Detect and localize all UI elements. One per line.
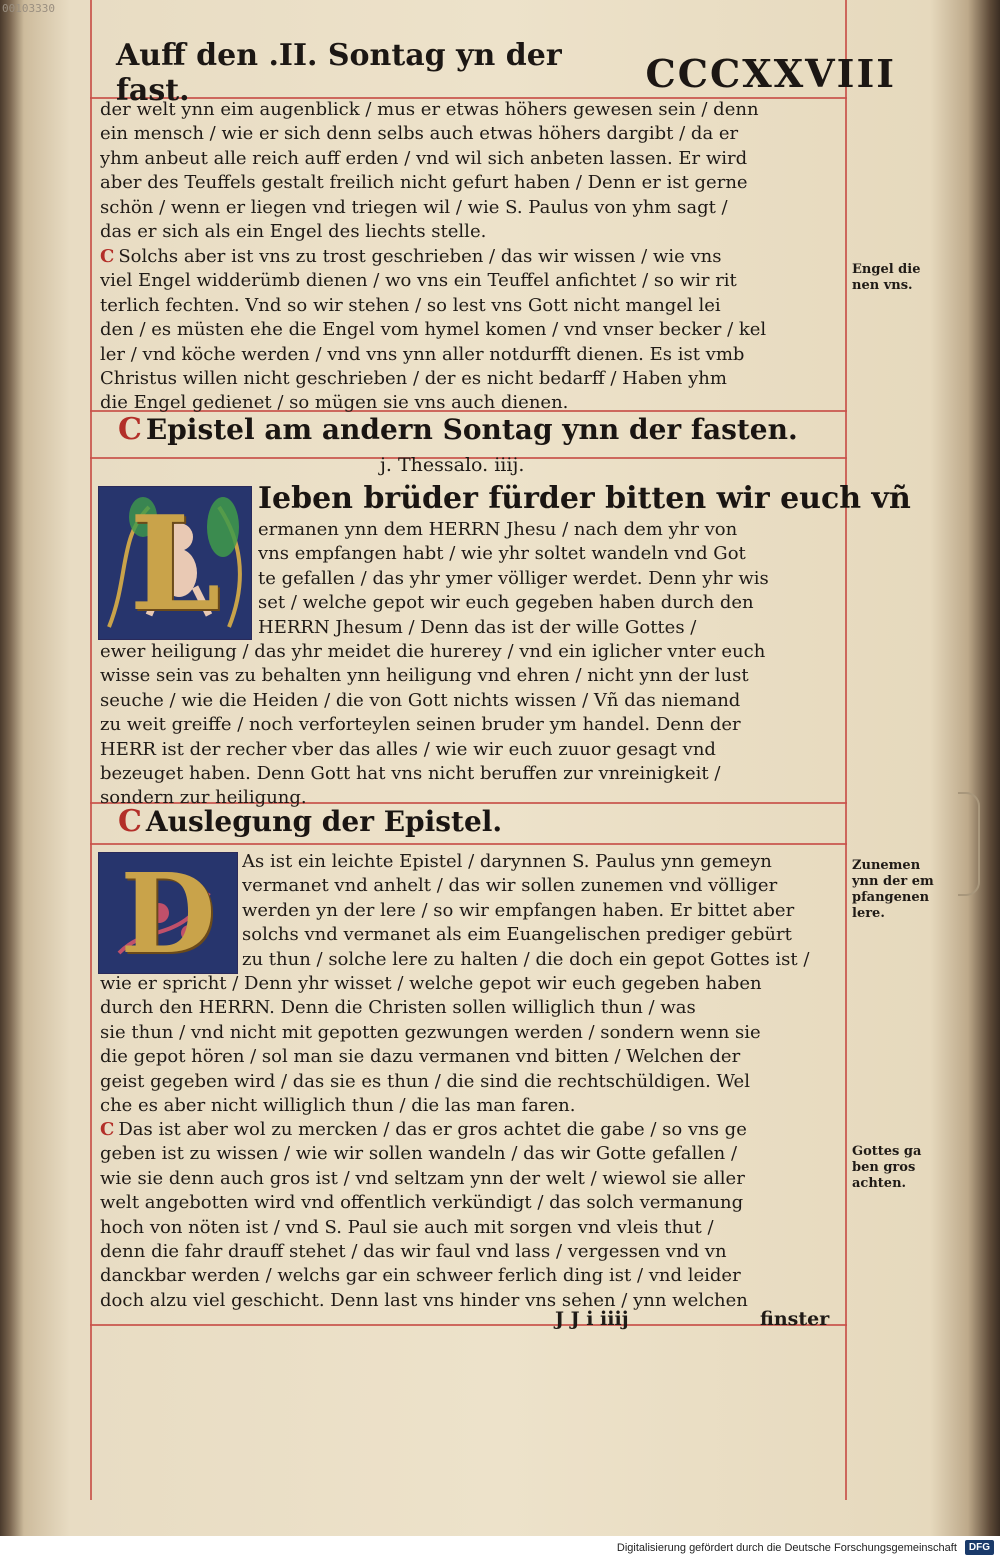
- text-line: wie sie denn auch gros ist / vnd seltzam ynn der welt / wiewol sie aller: [100, 1167, 745, 1189]
- text-line: ein mensch / wie er sich denn selbs auch etwas höhers dargibt / da er: [100, 123, 739, 145]
- exposition-para-2: [100, 1118, 846, 1313]
- text-line: terlich fechten. Vnd so wir stehen / so lest vns Gott nicht mangel lei: [100, 294, 721, 316]
- note-line: Zunemen: [852, 858, 921, 873]
- funding-notice: Digitalisierung gefördert durch die Deutsche Forschungsgemeinschaft: [616, 1541, 957, 1554]
- note-line: Engel die: [852, 262, 921, 277]
- epistle-indented: [258, 518, 846, 640]
- margin-rule-left: [90, 0, 92, 1500]
- text-line: ler / vnd köche werden / vnd vns ynn aller notdurfft dienen. Es ist vmb: [100, 343, 745, 365]
- text-line-content: Solchs aber ist vns zu trost geschrieben / das wir wissen / wie vns: [118, 246, 722, 267]
- paragraph-mark: C: [118, 804, 142, 839]
- text-line: As ist ein leichte Epistel / darynnen S. Paulus ynn gemeyn: [242, 851, 772, 872]
- paragraph-mark: C: [100, 1119, 115, 1140]
- text-line: bezeuget haben. Denn Gott hat vns nicht beruffen zur vnreinigkeit /: [100, 762, 721, 784]
- epistle-title: Epistel am andern Sontag ynn der fasten.: [145, 413, 798, 446]
- folio-number: CCCXXVIII: [645, 50, 896, 96]
- text-line: der welt ynn eim augenblick / mus er etwas höhers gewesen sein / denn: [100, 99, 759, 120]
- note-line: achten.: [852, 1176, 907, 1191]
- running-header: [116, 38, 896, 108]
- epistle-opening-line: Ieben brüder fürder bitten wir euch vñ: [258, 481, 911, 516]
- exposition-heading: [118, 804, 502, 839]
- note-line: Gottes ga: [852, 1144, 922, 1159]
- initial-d-letter: D: [120, 852, 216, 974]
- text-line: che es aber nicht williglich thun / die las man faren.: [100, 1094, 576, 1116]
- paragraph-mark: C: [100, 246, 115, 267]
- signature-mark: J J i iiij: [555, 1308, 629, 1330]
- margin-note-gottes: [852, 1144, 921, 1192]
- text-line: danckbar werden / welchs gar ein schweer ferlich ding ist / vnd leider: [100, 1265, 741, 1287]
- text-line: wisse sein vas zu behalten ynn heiligung vnd ehren / nicht ynn der lust: [100, 665, 749, 687]
- text-line: zu thun / solche lere zu halten / die doch ein gepot Gottes ist /: [242, 948, 810, 970]
- dfg-logo: DFG: [965, 1540, 994, 1555]
- text-line: ermanen ynn dem HERRN Jhesu / nach dem yhr von: [258, 519, 738, 540]
- text-line: doch alzu viel geschicht. Denn last vns hinder vns sehen / ynn welchen: [100, 1289, 748, 1311]
- text-line: yhm anbeut alle reich auff erden / vnd wil sich anbeten lassen. Er wird: [100, 147, 748, 169]
- book-edge-tab: [958, 792, 980, 896]
- note-line: lere.: [852, 906, 885, 921]
- text-line: denn die fahr drauff stehet / das wir faul vnd lass / vergessen vnd vn: [100, 1240, 727, 1262]
- text-block-1: [100, 98, 846, 244]
- text-line: schön / wenn er liegen vnd triegen wil / wie S. Paulus von yhm sagt /: [100, 196, 728, 218]
- text-line: welt angebotten wird vnd offentlich verkündigt / das solch vermanung: [100, 1192, 744, 1214]
- text-line: werden yn der lere / so wir empfangen haben. Er bittet aber: [242, 899, 795, 921]
- text-line: durch den HERRN. Denn die Christen sollen williglich thun / was: [100, 997, 696, 1019]
- text-line: Christus willen nicht geschrieben / der es nicht bedarff / Haben yhm: [100, 367, 727, 389]
- text-line: die gepot hören / sol man sie dazu vermanen vnd bitten / Welchen der: [100, 1046, 741, 1068]
- text-line: HERR ist der recher vber das alles / wie wir euch zuuor gesagt vnd: [100, 738, 716, 760]
- margin-note-zunemen: [852, 858, 934, 922]
- catchword: finster: [760, 1308, 830, 1330]
- text-line: [100, 245, 846, 269]
- running-title: Auff den .II. Sontag yn der fast.: [116, 38, 562, 108]
- text-line: seuche / wie die Heiden / die von Gott nichts wissen / Vñ das niemand: [100, 689, 741, 711]
- margin-note-engel: [852, 262, 921, 294]
- text-line: vermanet vnd anhelt / das wir sollen zunemen vnd völliger: [242, 875, 778, 897]
- rule-bottom: [90, 1324, 847, 1326]
- text-line: aber des Teuffels gestalt freilich nicht gefurt haben / Denn er ist gerne: [100, 172, 748, 194]
- exposition-full: [100, 972, 846, 1118]
- text-line: den / es müsten ehe die Engel vom hymel komen / vnd vnser becker / kel: [100, 319, 767, 341]
- text-line: zu weit greiffe / noch verforteylen seinen bruder ym handel. Denn der: [100, 714, 741, 736]
- text-line: sondern zur heiligung.: [100, 787, 307, 809]
- text-line: das er sich als ein Engel des liechts stelle.: [100, 220, 487, 242]
- text-line: [100, 1118, 846, 1142]
- text-line: die Engel gedienet / so mügen sie vns auch dienen.: [100, 392, 569, 414]
- epistle-reference: j. Thessalo. iiij.: [380, 454, 525, 476]
- text-line: viel Engel widderümb dienen / wo vns ein Teuffel anfichtet / so wir rit: [100, 270, 737, 292]
- text-line-content: Das ist aber wol zu mercken / das er gros achtet die gabe / so vns ge: [118, 1119, 747, 1140]
- text-line: sie thun / vnd nicht mit gepotten gezwungen werden / sondern wenn sie: [100, 1021, 761, 1043]
- initial-d-block: [98, 852, 238, 974]
- exposition-indented: [242, 850, 846, 972]
- text-line: geben ist zu wissen / wie wir sollen wandeln / das wir Gotte gefallen /: [100, 1143, 738, 1165]
- note-line: ynn der em: [852, 874, 934, 889]
- initial-l-block: [98, 486, 252, 640]
- text-block-2: [100, 245, 846, 416]
- text-line: HERRN Jhesum / Denn das ist der wille Gottes /: [258, 616, 697, 638]
- digitization-footer: [0, 1536, 1000, 1559]
- epistle-heading: [118, 412, 798, 447]
- text-line: vns empfangen habt / wie yhr soltet wandeln vnd Got: [258, 543, 746, 565]
- note-line: ben gros: [852, 1160, 916, 1175]
- text-line: geist gegeben wird / das sie es thun / die sind die rechtschüldigen. Wel: [100, 1070, 750, 1092]
- exposition-title: Auslegung der Epistel.: [145, 805, 503, 838]
- text-line: te gefallen / das yhr ymer völliger werdet. Denn yhr wis: [258, 567, 769, 589]
- scan-stamp: 00103330: [2, 2, 55, 15]
- note-line: nen vns.: [852, 278, 913, 293]
- text-line: ewer heiligung / das yhr meidet die hurerey / vnd ein iglicher vnter euch: [100, 641, 766, 662]
- text-line: set / welche gepot wir euch gegeben haben durch den: [258, 592, 754, 614]
- paragraph-mark: C: [118, 412, 142, 447]
- note-line: pfangenen: [852, 890, 930, 905]
- rule-below-exposition-title: [90, 843, 847, 845]
- text-line: hoch von nöten ist / vnd S. Paul sie auch mit sorgen vnd vleis thut /: [100, 1216, 714, 1238]
- initial-l-letter: L: [129, 486, 221, 640]
- epistle-full: [100, 640, 846, 811]
- text-line: wie er spricht / Denn yhr wisset / welche gepot wir euch gegeben haben: [100, 973, 762, 994]
- text-line: solchs vnd vermanet als eim Euangelischen prediger gebürt: [242, 924, 792, 946]
